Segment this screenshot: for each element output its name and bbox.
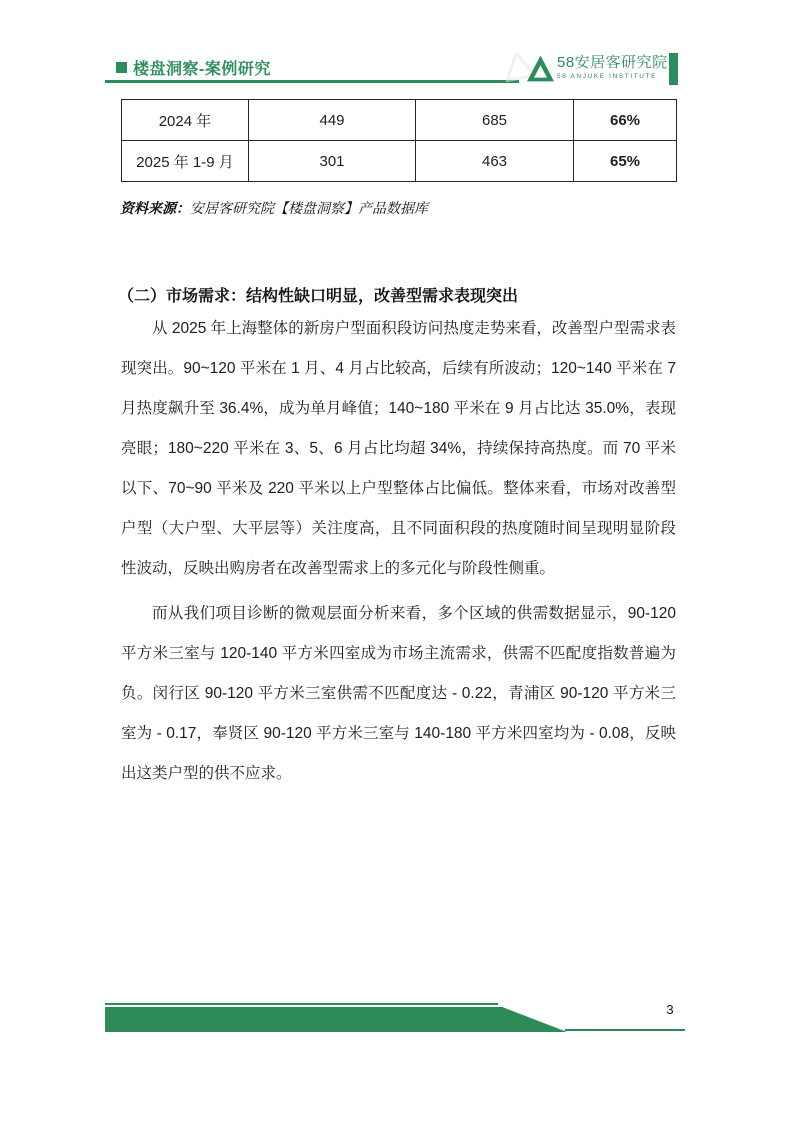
table-row [122, 100, 677, 141]
footer-rule-top [105, 1003, 498, 1005]
anjuke-logo-icon [527, 55, 554, 88]
section-heading: （二）市场需求：结构性缺口明显，改善型需求表现突出 [118, 288, 519, 305]
footer-green-bar [105, 1007, 567, 1032]
source-note [120, 198, 428, 218]
paragraph-micro-analysis: 而从我们项目诊断的微观层面分析来看，多个区域的供需数据显示，90-120 平方米三室与 120-140 平方米四室成为市场主流需求，供需不匹配度指数普遍为负。闵行区 90-120 平方米三室供需不匹配度达 - 0.22，青浦区 90-120 平方米三室为 - 0.17，奉贤区 90-120 平方米三室与 140-180 平方米四室均为 - 0.08，反映出这类户型的供不应求。 [121, 605, 676, 782]
bullet-square-icon [116, 62, 127, 73]
table-cell: 463 [416, 141, 574, 182]
table-cell: 301 [249, 141, 416, 182]
header-title-group [116, 56, 271, 79]
header-vertical-bar [669, 53, 678, 85]
logo-name: 58安居客研究院 [557, 54, 668, 71]
source-note-label: 资料来源： [120, 200, 190, 216]
table-cell: 65% [574, 141, 677, 182]
table-cell: 449 [249, 100, 416, 141]
body-text [121, 309, 676, 794]
table-row [122, 141, 677, 182]
page-number: 3 [666, 1002, 674, 1017]
header-title: 楼盘洞察-案例研究 [133, 61, 271, 78]
paragraph-market-demand: 从 2025 年上海整体的新房户型面积段访问热度走势来看，改善型户型需求表现突出。90~120 平米在 1 月、4 月占比较高，后续有所波动；120~140 平米在 7 月热度飙升至 36.4%，成为单月峰值；140~180 平米在 9 月占比达 35.0%，表现亮眼；180~220 平米在 3、5、6 月占比均超 34%，持续保持高热度。而 70 平米以下、70~90 平米及 220 平米以上户型整体占比偏低。整体来看，市场对改善型户型（大户型、大平层等）关注度高，且不同面积段的热度随时间呈现明显阶段性波动，反映出购房者在改善型需求上的多元化与阶段性侧重。 [121, 320, 676, 577]
table-cell: 2024 年 [122, 100, 249, 141]
source-note-text: 安居客研究院【楼盘洞察】产品数据库 [190, 200, 428, 216]
footer-rule-bottom [565, 1029, 685, 1031]
header-rule [105, 80, 519, 83]
supply-demand-table [121, 99, 677, 182]
logo-subtitle: 58 ANJUKE INSTITUTE [557, 73, 658, 80]
anjuke-logo-text [557, 55, 668, 81]
table-cell: 2025 年 1-9 月 [122, 141, 249, 182]
table-cell: 66% [574, 100, 677, 141]
table-cell: 685 [416, 100, 574, 141]
